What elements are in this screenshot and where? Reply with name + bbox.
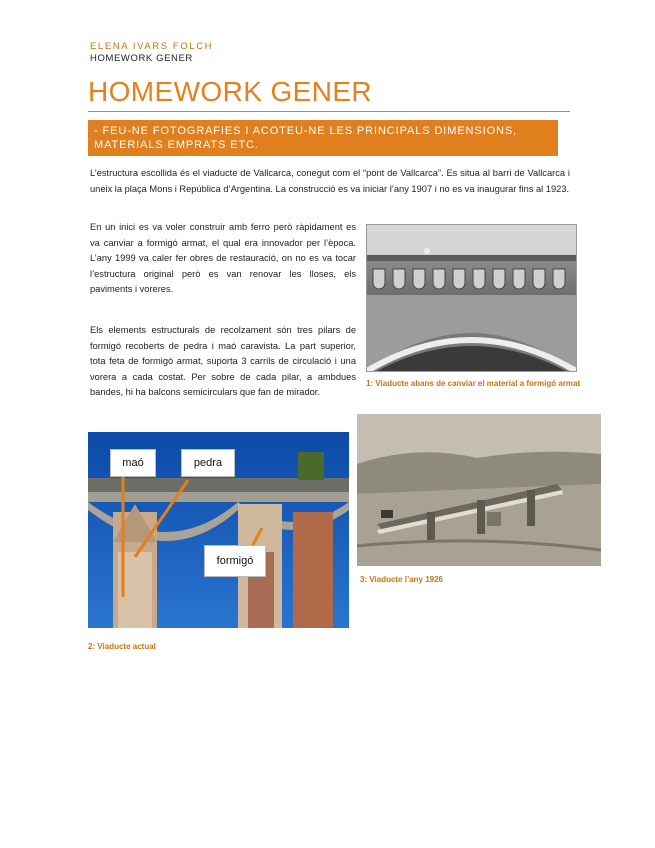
figure-3-photo: [357, 414, 601, 566]
label-pedra: pedra: [181, 449, 235, 477]
figure-1-caption: 1: Viaducte abans de canviar el material a formigó armat: [366, 379, 581, 388]
history-paragraph: En un inici es va voler construir amb ferro però ràpidament es va canviar a formigó armat, el qual era innovador per l’època. L’any 1999 va caler fer obres de restauració, on no es va tocar l’estructura original però es van renovar les lloses, els paviments i voreres.: [90, 222, 356, 294]
page-title: HOMEWORK GENER: [88, 76, 373, 107]
figure-2-photo: [88, 432, 349, 628]
question-banner: - FEU-NE FOTOGRAFIES I ACOTEU-NE LES PRINCIPALS DIMENSIONS, MATERIALS EMPRATS ETC.: [88, 120, 558, 156]
intro-paragraph: L’estructura escollida és el viaducte de Vallcarca, conegut com el “pont de Vallcarca”. Es situa al barri de Vallcarca i uneix la plaça Mons i República d’Argentina. La construcció es va iniciar l’any 1907 i no es va inaugurar fins al 1923.: [90, 168, 570, 194]
author-name: ELENA IVARS FOLCH: [90, 41, 214, 52]
label-mao: maó: [110, 449, 156, 477]
figure-1-photo: [366, 224, 577, 372]
viaduct-old-image: [367, 225, 576, 371]
structure-paragraph: Els elements estructurals de recolzament són tres pilars de formigó recoberts de pedra i maó caravista. La part superior, tota feta de formigó armat, suporta 3 carrils de circulació i una vorera a cada costat. Per sobre de cada pilar, a ambdues bandes, hi ha balcons semicirculars que fan de mirador.: [90, 325, 356, 397]
figure-3-caption: 3: Viaducte l’any 1926: [360, 575, 444, 584]
figure-2-caption: 2: Viaducte actual: [88, 642, 156, 651]
title-divider: [88, 111, 570, 112]
label-formigo: formigó: [204, 545, 266, 577]
viaduct-1926-image: [357, 414, 601, 566]
document-subtitle: HOMEWORK GENER: [90, 53, 193, 64]
